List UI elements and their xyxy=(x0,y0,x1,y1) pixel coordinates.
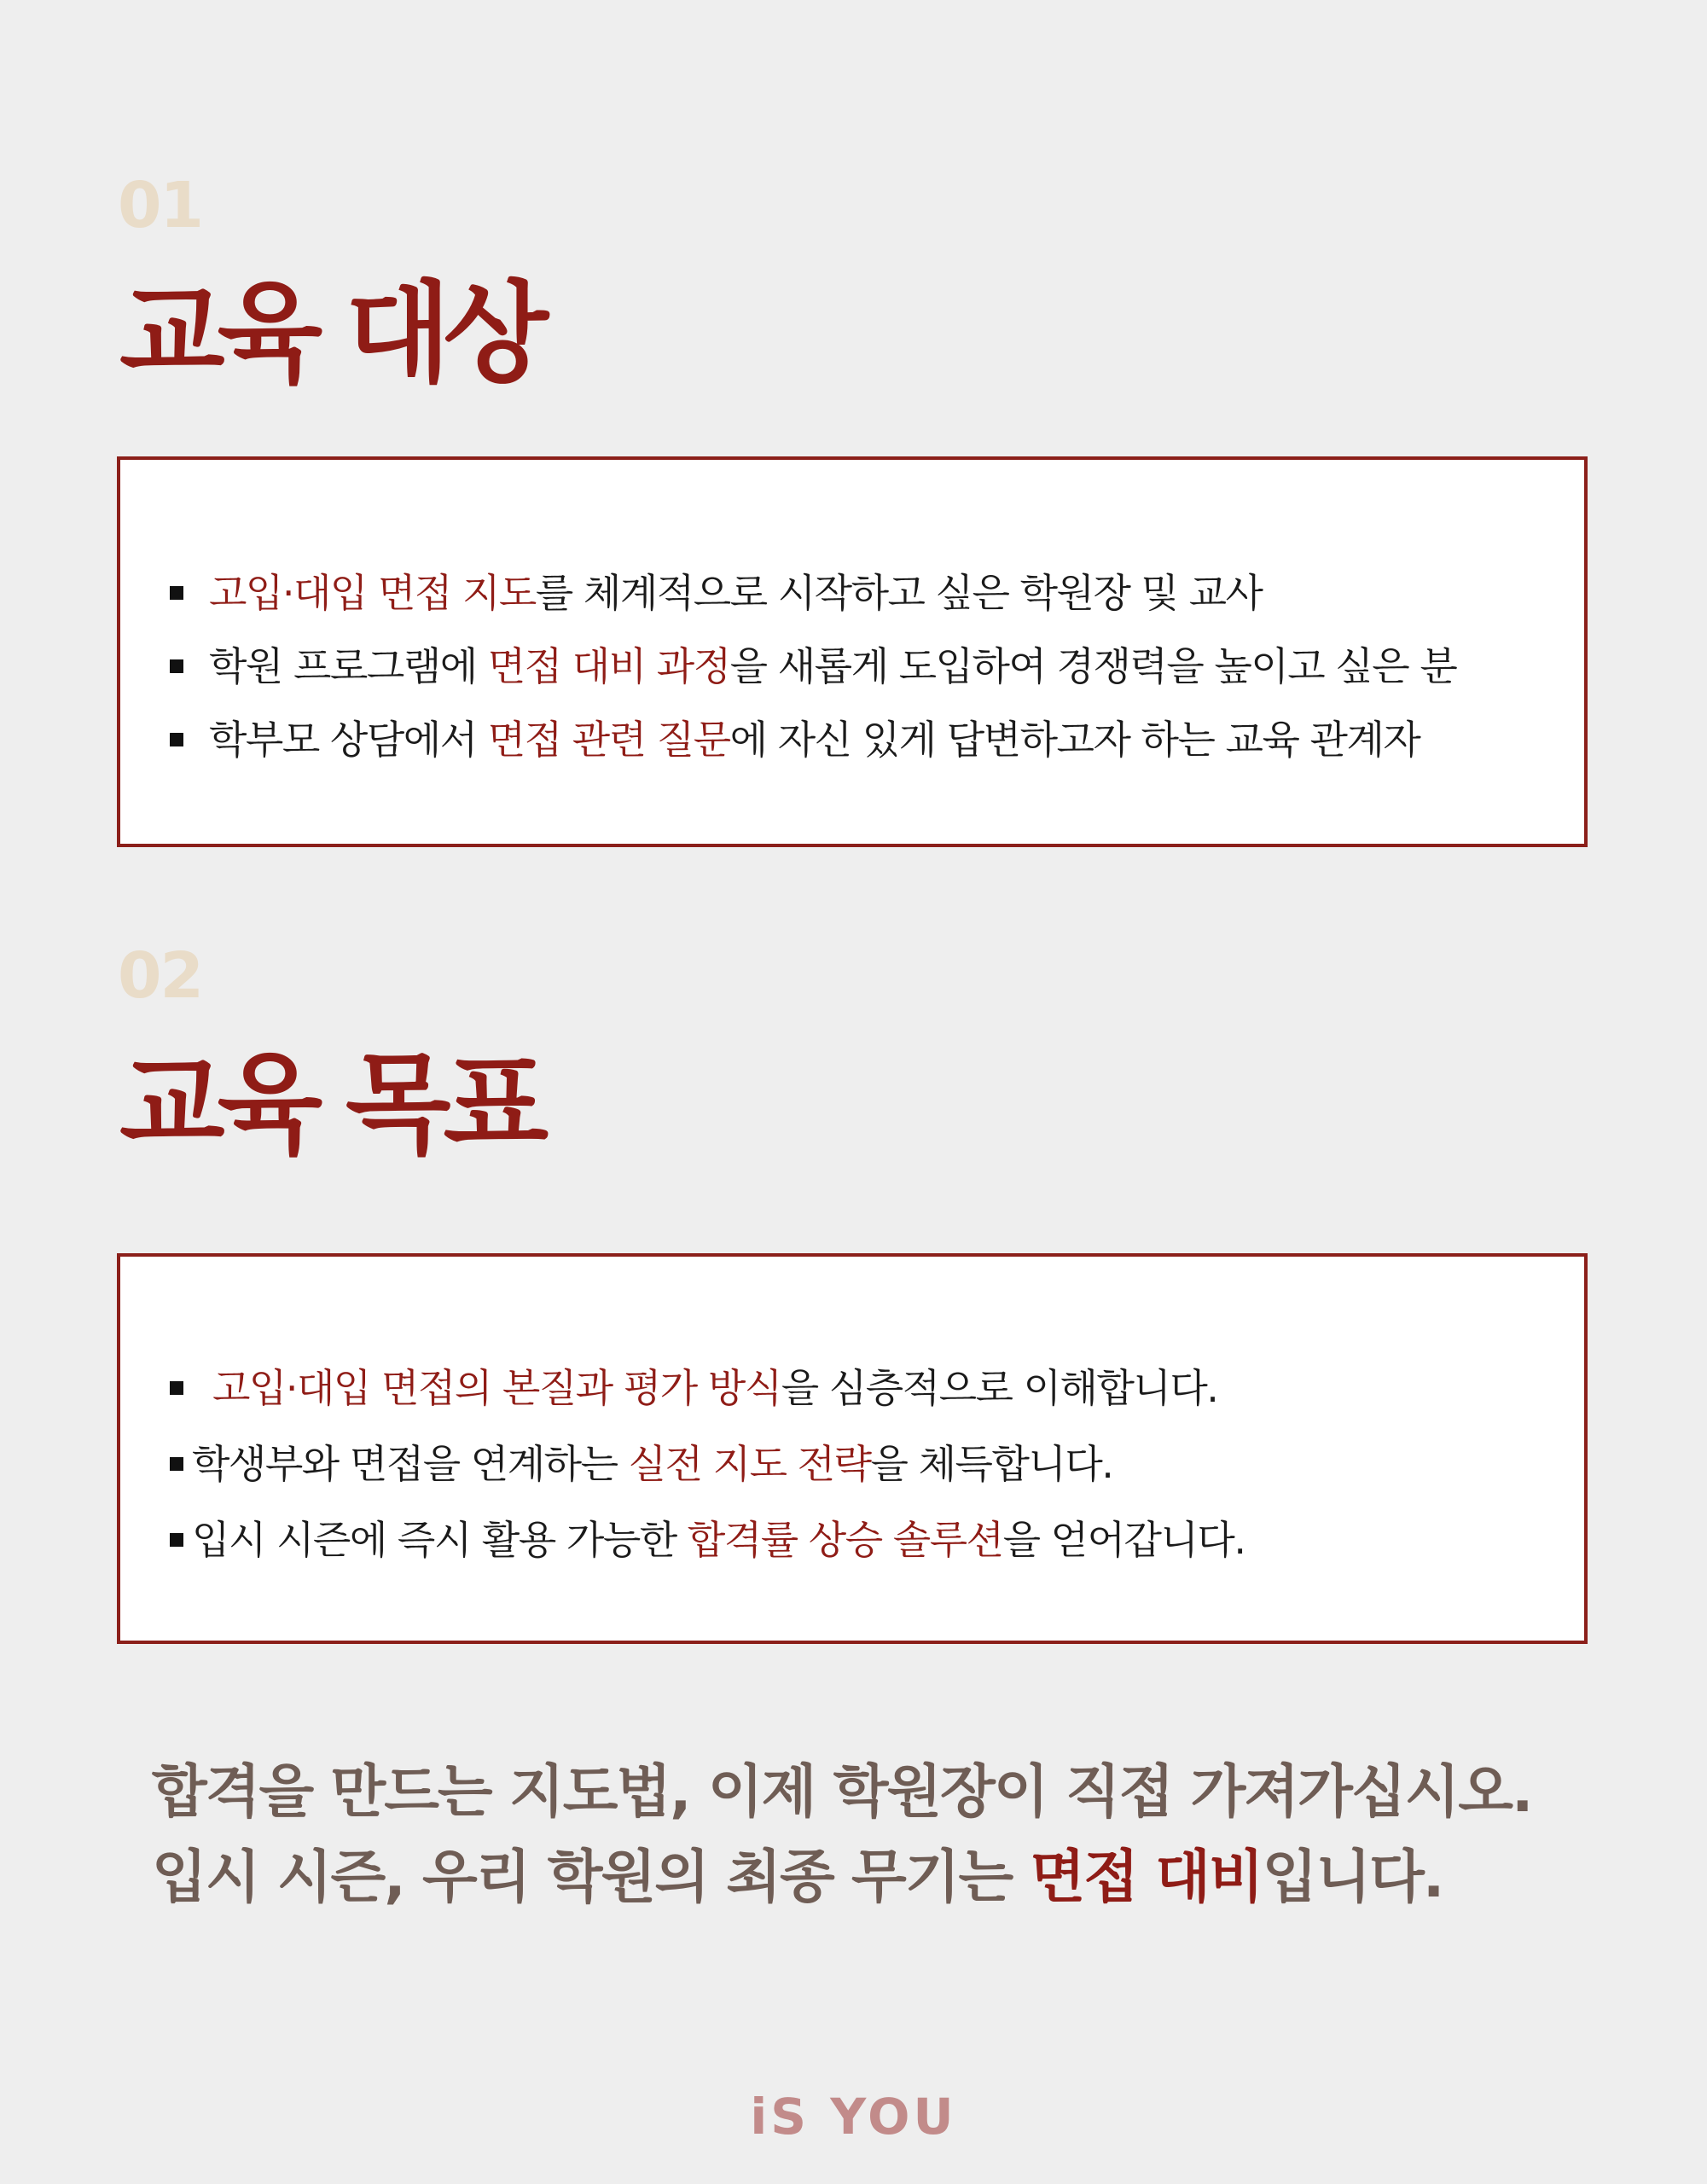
square-bullet-icon xyxy=(170,1381,183,1395)
list-item xyxy=(170,556,1456,630)
item-text: 을 체득합니다. xyxy=(870,1440,1113,1487)
target-audience-list xyxy=(170,556,1456,776)
closing-statement xyxy=(152,1749,1531,1920)
closing-line-2 xyxy=(152,1834,1531,1920)
item-text: 에 자신 있게 답변하고자 하는 교육 관계자 xyxy=(729,717,1420,763)
item-text: 학생부와 면접을 연계하는 xyxy=(192,1440,629,1487)
list-item xyxy=(170,1426,1245,1502)
closing-text: 입시 시즌, 우리 학원의 최종 무기는 xyxy=(152,1844,1031,1910)
highlight-text: 면접 관련 질문 xyxy=(487,717,730,763)
square-bullet-icon xyxy=(170,659,183,673)
item-text: 을 새롭게 도입하여 경쟁력을 높이고 싶은 분 xyxy=(729,643,1457,689)
square-bullet-icon xyxy=(170,733,183,746)
highlight-text: 면접 대비 xyxy=(1030,1844,1263,1910)
list-item xyxy=(170,630,1456,703)
list-item xyxy=(170,703,1456,776)
education-goals-list xyxy=(170,1350,1245,1577)
section-number: 02 xyxy=(118,939,202,1013)
square-bullet-icon xyxy=(170,1533,183,1547)
closing-text: 입니다. xyxy=(1262,1844,1443,1910)
section-title: 교육 목표 xyxy=(119,1042,542,1169)
square-bullet-icon xyxy=(170,586,183,600)
brand-logo: iS YOU xyxy=(750,2088,957,2146)
highlight-text: 고입·대입 면접의 본질과 평가 방식 xyxy=(212,1364,781,1411)
item-text: 을 얻어갑니다. xyxy=(1002,1516,1245,1563)
closing-line-1: 합격을 만드는 지도법, 이제 학원장이 직접 가져가십시오. xyxy=(152,1758,1532,1825)
highlight-text: 고입·대입 면접 지도 xyxy=(209,570,536,616)
item-text: 학부모 상담에서 xyxy=(209,717,488,763)
item-text: 학원 프로그램에 xyxy=(209,643,488,689)
section-number: 01 xyxy=(118,169,202,242)
highlight-text: 실전 지도 전략 xyxy=(628,1440,871,1487)
highlight-text: 면접 대비 과정 xyxy=(487,643,730,689)
item-text: 입시 시즌에 즉시 활용 가능한 xyxy=(192,1516,688,1563)
list-item xyxy=(170,1502,1245,1577)
section-title: 교육 대상 xyxy=(119,270,542,398)
item-text: 를 체계적으로 시작하고 싶은 학원장 및 교사 xyxy=(535,570,1263,616)
square-bullet-icon xyxy=(170,1457,183,1471)
target-audience-box xyxy=(117,456,1588,847)
item-text: 을 심층적으로 이해합니다. xyxy=(781,1364,1218,1411)
highlight-text: 합격률 상승 솔루션 xyxy=(687,1516,1003,1563)
list-item xyxy=(170,1350,1245,1426)
education-goals-box xyxy=(117,1253,1588,1644)
